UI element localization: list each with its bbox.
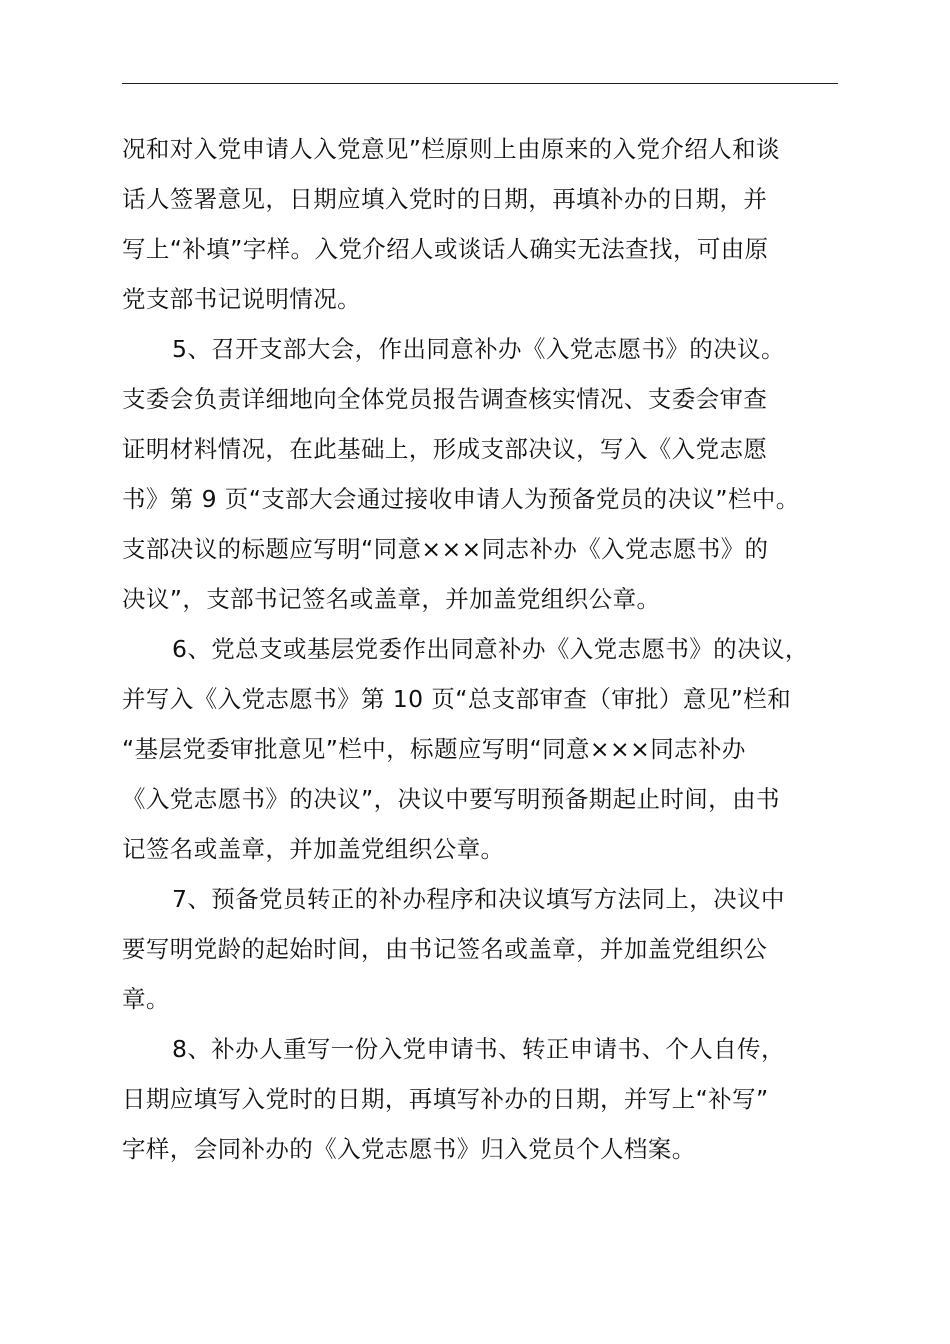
- text-line: 日期应填写入党时的日期，再填写补办的日期，并写上“补写”: [122, 1085, 769, 1113]
- text-line: 支委会负责详细地向全体党员报告调查核实情况、支委会审查: [122, 385, 768, 413]
- text-line: 并写入《入党志愿书》第 10 页“总支部审查（审批）意见”栏和: [122, 685, 792, 713]
- text-line: 章。: [122, 985, 170, 1013]
- document-body: [122, 124, 882, 1174]
- paragraph-5-start: 5、召开支部大会，作出同意补办《入党志愿书》的决议。: [172, 335, 785, 363]
- text-line: 要写明党龄的起始时间，由书记签名或盖章，并加盖党组织公: [122, 935, 768, 963]
- text-line: 党支部书记说明情况。: [122, 285, 361, 313]
- text-line: 写上“补填”字样。入党介绍人或谈话人确实无法查找，可由原: [122, 235, 769, 263]
- paragraph-7-start: 7、预备党员转正的补办程序和决议填写方法同上，决议中: [172, 885, 785, 913]
- text-line: “基层党委审批意见”栏中，标题应写明“同意×××同志补办: [122, 735, 746, 763]
- paragraph-8-start: 8、补办人重写一份入党申请书、转正申请书、个人自传，: [172, 1035, 785, 1063]
- text-line: 况和对入党申请人入党意见”栏原则上由原来的入党介绍人和谈: [122, 135, 780, 163]
- text-line: 决议”，支部书记签名或盖章，并加盖党组织公章。: [122, 585, 661, 613]
- text-line: 话人签署意见，日期应填入党时的日期，再填补办的日期，并: [122, 185, 768, 213]
- text-line: 字样，会同补办的《入党志愿书》归入党员个人档案。: [122, 1135, 696, 1163]
- paragraph-6-start: 6、党总支或基层党委作出同意补办《入党志愿书》的决议，: [172, 635, 809, 663]
- header-rule: [122, 83, 838, 84]
- text-line: 《入党志愿书》的决议”，决议中要写明预备期起止时间，由书: [122, 785, 780, 813]
- text-line: 书》第 9 页“支部大会通过接收申请人为预备党员的决议”栏中。: [122, 485, 800, 513]
- text-line: 记签名或盖章，并加盖党组织公章。: [122, 835, 505, 863]
- text-line: 证明材料情况，在此基础上，形成支部决议，写入《入党志愿: [122, 435, 768, 463]
- text-line: 支部决议的标题应写明“同意×××同志补办《入党志愿书》的: [122, 535, 769, 563]
